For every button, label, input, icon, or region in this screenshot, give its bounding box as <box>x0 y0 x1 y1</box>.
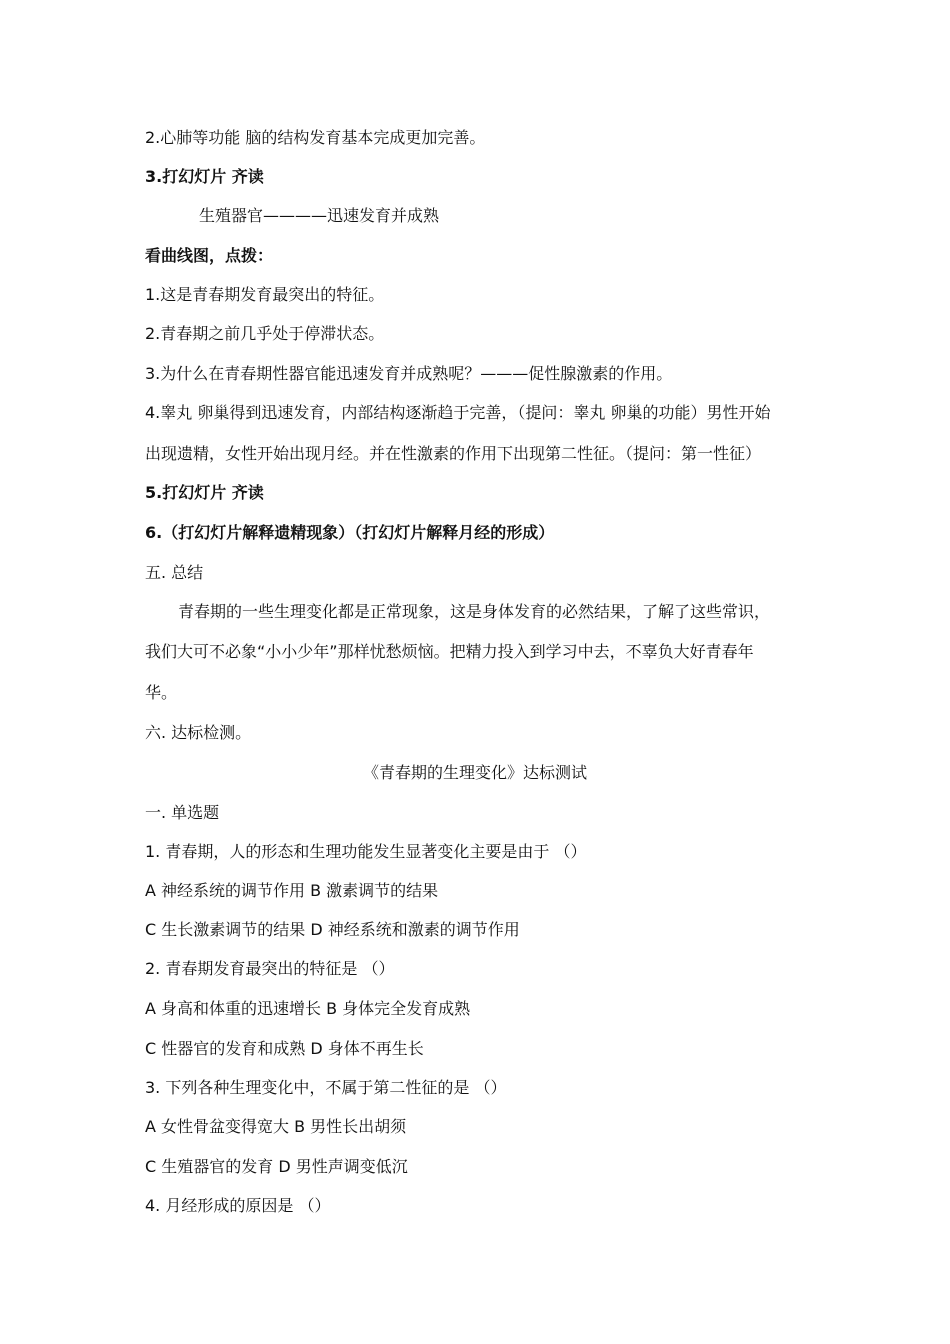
answer-options: A 神经系统的调节作用 B 激素调节的结果 <box>145 881 439 900</box>
answer-options: C 生长激素调节的结果 D 神经系统和激素的调节作用 <box>145 920 520 939</box>
text-line: 2.心肺等功能 脑的结构发育基本完成更加完善。 <box>145 128 486 147</box>
answer-options: C 性器官的发育和成熟 D 身体不再生长 <box>145 1039 424 1058</box>
answer-options: A 身高和体重的迅速增长 B 身体完全发育成熟 <box>145 999 471 1018</box>
text-line: 2.青春期之前几乎处于停滞状态。 <box>145 324 385 343</box>
section-heading: 5.打幻灯片 齐读 <box>145 483 264 502</box>
answer-options: C 生殖器官的发育 D 男性声调变低沉 <box>145 1157 408 1176</box>
text-line: 生殖器官————迅速发育并成熟 <box>199 206 440 225</box>
section-heading: 看曲线图，点拨： <box>145 246 274 265</box>
answer-options: A 女性骨盆变得宽大 B 男性长出胡须 <box>145 1117 407 1136</box>
question: 1. 青春期，人的形态和生理功能发生显著变化主要是由于 （） <box>145 842 587 861</box>
section-heading: 五. 总结 <box>145 563 204 582</box>
section-heading: 6.（打幻灯片解释遗精现象）（打幻灯片解释月经的形成） <box>145 523 555 542</box>
text-line: 3.为什么在青春期性器官能迅速发育并成熟呢？———促性腺激素的作用。 <box>145 364 673 383</box>
section-heading: 一. 单选题 <box>145 803 220 822</box>
paragraph-line: 青春期的一些生理变化都是正常现象，这是身体发育的必然结果，了解了这些常识， <box>178 602 771 621</box>
question: 3. 下列各种生理变化中，不属于第二性征的是 （） <box>145 1078 507 1097</box>
section-heading: 六. 达标检测。 <box>145 723 252 742</box>
text-line: 出现遗精，女性开始出现月经。并在性激素的作用下出现第二性征。（提问：第一性征） <box>145 444 762 463</box>
question: 2. 青春期发育最突出的特征是 （） <box>145 959 395 978</box>
paragraph-line: 我们大可不必象“小小少年”那样忧愁烦恼。把精力投入到学习中去，不辜负大好青春年 <box>145 642 754 661</box>
question: 4. 月经形成的原因是 （） <box>145 1196 331 1215</box>
section-heading: 3.打幻灯片 齐读 <box>145 167 264 186</box>
paragraph-line: 华。 <box>145 683 178 702</box>
test-title: 《青春期的生理变化》达标测试 <box>362 763 587 782</box>
text-line: 1.这是青春期发育最突出的特征。 <box>145 285 385 304</box>
text-line: 4.睾丸 卵巢得到迅速发育，内部结构逐渐趋于完善，（提问：睾丸 卵巢的功能）男性开始 <box>145 403 771 422</box>
